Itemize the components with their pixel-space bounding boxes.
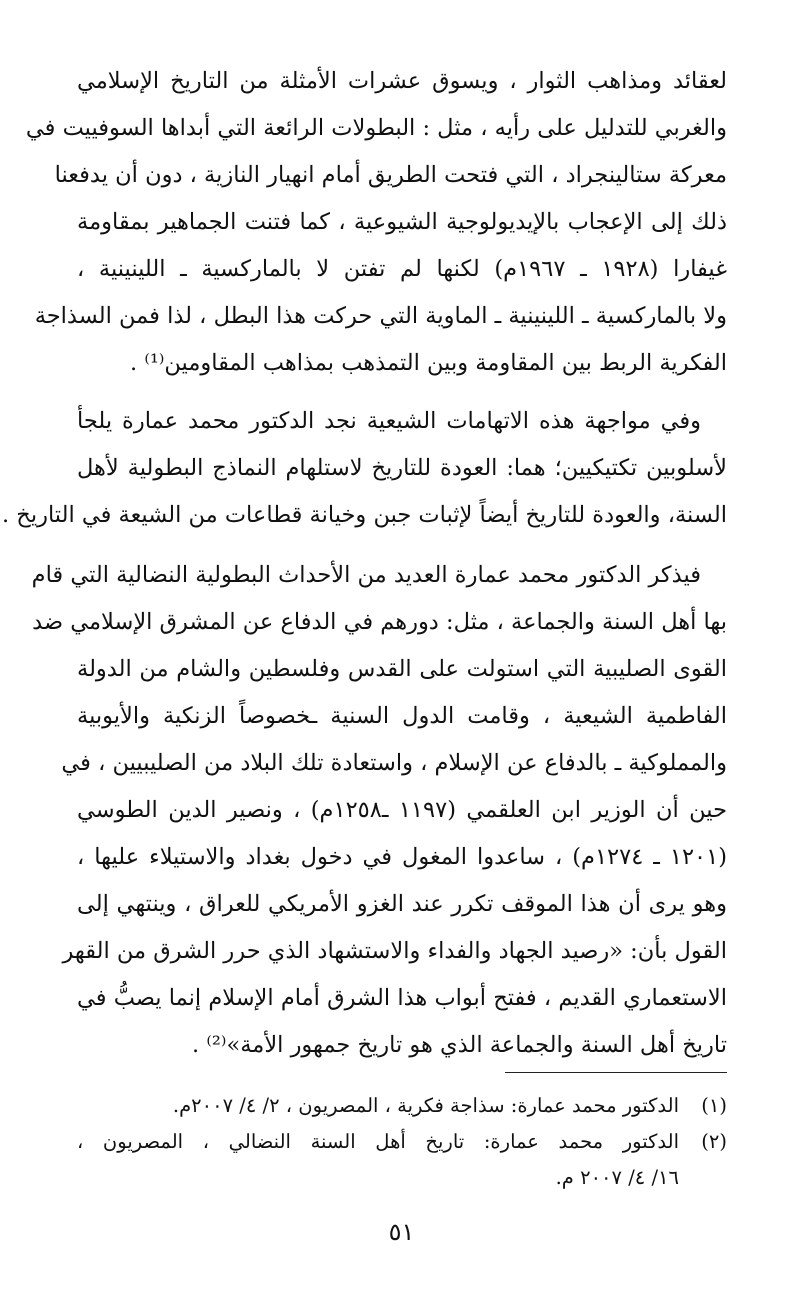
text-line: لأسلوبين تكتيكيين؛ هما: العودة للتاريخ لاستلهام النماذج البطولية لأهل xyxy=(77,455,727,481)
text-line: القوى الصليبية التي استولت على القدس وفلسطين والشام من الدولة xyxy=(77,656,727,682)
footnote-line xyxy=(0,1122,803,1162)
text-line: الاستعماري القديم ، ففتح أبواب هذا الشرق أمام الإسلام إنما يصبُّ في xyxy=(77,985,727,1011)
text-line: القول بأن: «رصيد الجهاد والفداء والاستشهاد الذي حرر الشرق من القهر xyxy=(62,938,727,964)
text-line: لعقائد ومذاهب الثوار ، ويسوق عشرات الأمثلة من التاريخ الإسلامي xyxy=(77,68,727,94)
text-line: غيفارا (١٩٢٨ ـ ١٩٦٧م) لكنها لم تفتن لا بالماركسية ـ اللينينية ، xyxy=(77,256,727,282)
text-line: تاريخ أهل السنة والجماعة الذي هو تاريخ جمهور الأمة»⁽²⁾ . xyxy=(192,1032,727,1058)
text-line: الفكرية الربط بين المقاومة وبين التمذهب بمذاهب المقاومين⁽¹⁾ . xyxy=(130,350,727,376)
text-line: وفي مواجهة هذه الاتهامات الشيعية نجد الدكتور محمد عمارة يلجأ xyxy=(77,408,701,434)
page-number: ٥١ xyxy=(388,1218,415,1246)
text-line: بها أهل السنة والجماعة ، مثل: دورهم في الدفاع عن المشرق الإسلامي ضد xyxy=(32,609,727,635)
footnote-line xyxy=(0,1086,803,1126)
text-line: والغربي للتدليل على رأيه ، مثل : البطولات الرائعة التي أبداها السوفييت في xyxy=(25,115,727,141)
footnote-text: الدكتور محمد عمارة: تاريخ أهل السنة النضالي ، المصريون ، xyxy=(77,1130,679,1153)
text-line: (١٢٠١ ـ ١٢٧٤م) ، ساعدوا المغول في دخول بغداد والاستيلاء عليها ، xyxy=(77,844,727,870)
text-line: ولا بالماركسية ـ اللينينية ـ الماوية التي حركت هذا البطل ، لذا فمن السذاجة xyxy=(34,303,727,329)
text-line: وهو يرى أن هذا الموقف تكرر عند الغزو الأمريكي للعراق ، وينتهي إلى xyxy=(77,891,727,917)
text-line: فيذكر الدكتور محمد عمارة العديد من الأحداث البطولية النضالية التي قام xyxy=(31,562,701,588)
footnote-separator xyxy=(505,1072,727,1073)
footnote-text: ١٦/ ٤/ ٢٠٠٧ م. xyxy=(555,1166,679,1189)
footnote-number: (٢) xyxy=(701,1130,727,1153)
footnote-number: (١) xyxy=(701,1094,727,1117)
text-line: السنة، والعودة للتاريخ أيضاً لإثبات جبن وخيانة قطاعات من الشيعة في التاريخ . xyxy=(1,502,727,528)
text-line: حين أن الوزير ابن العلقمي (١١٩٧ ـ١٢٥٨م) ، ونصير الدين الطوسي xyxy=(77,797,728,823)
text-line: الفاطمية الشيعية ، وقامت الدول السنية ـخصوصاً الزنكية والأيوبية xyxy=(77,703,727,729)
text-line: ذلك إلى الإعجاب بالإيديولوجية الشيوعية ، كما فتنت الجماهير بمقاومة xyxy=(77,209,727,235)
footnote-line xyxy=(0,1158,803,1198)
footnote-text: الدكتور محمد عمارة: سذاجة فكرية ، المصريون ، ٢/ ٤/ ٢٠٠٧م. xyxy=(172,1094,679,1117)
text-line: معركة ستالينجراد ، التي فتحت الطريق أمام انهيار النازية ، دون أن يدفعنا xyxy=(54,162,727,188)
text-line: والمملوكية ـ بالدفاع عن الإسلام ، واستعادة تلك البلاد من الصليبيين ، في xyxy=(61,750,727,776)
